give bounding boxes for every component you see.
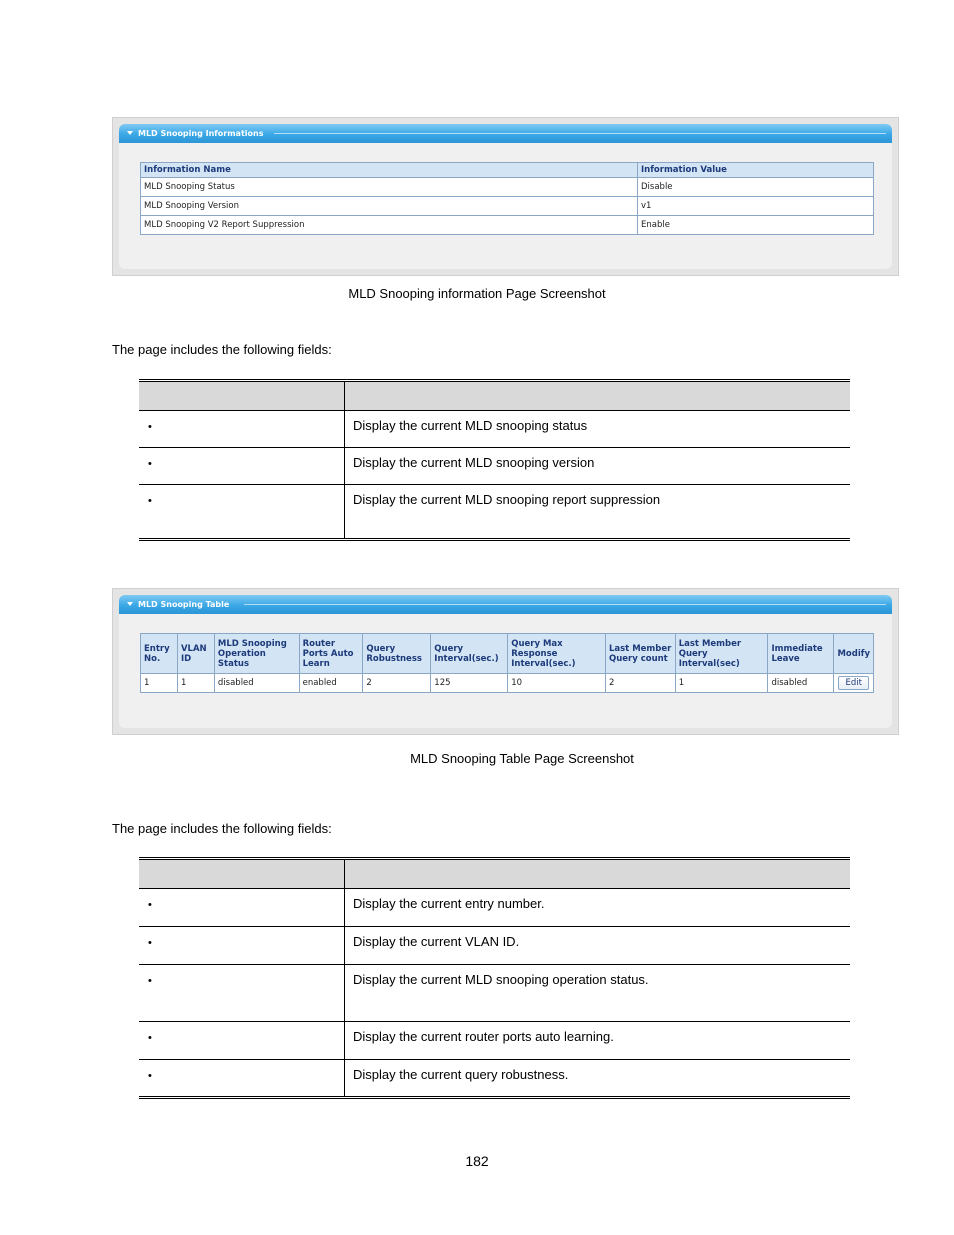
col-last-member-query-interval: Last Member Query Interval(sec) (675, 634, 768, 674)
table-row (141, 178, 874, 197)
operation-status-cell: disabled (214, 674, 299, 693)
fields-table-header (139, 859, 850, 889)
info-name-cell: MLD Snooping Status (141, 178, 638, 197)
table-row (139, 448, 850, 485)
mld-table-panel (119, 595, 892, 728)
mld-table-panel-header[interactable] (119, 595, 892, 614)
table-row (141, 216, 874, 235)
info-name-cell: MLD Snooping V2 Report Suppression (141, 216, 638, 235)
header-object (139, 381, 345, 411)
query-interval-cell: 125 (431, 674, 508, 693)
mld-info-table (140, 162, 874, 235)
bullet-icon: • (148, 458, 152, 470)
bullet-icon: • (148, 495, 152, 507)
table-row (139, 485, 850, 540)
vlan-id-cell: 1 (177, 674, 214, 693)
col-router-ports-auto-learn: Router Ports Auto Learn (299, 634, 363, 674)
table-row (141, 197, 874, 216)
table-row (139, 889, 850, 927)
col-immediate-leave: Immediate Leave (768, 634, 834, 674)
table-row (139, 1060, 850, 1098)
figure-caption-1: MLD Snooping information Page Screenshot (348, 286, 606, 301)
mld-table-screenshot (112, 588, 899, 735)
field-description-cell: Display the current MLD snooping status (345, 411, 851, 448)
field-object-cell (139, 965, 345, 1022)
col-operation-status: MLD Snooping Operation Status (214, 634, 299, 674)
table-row (139, 965, 850, 1022)
table-header-row (141, 163, 874, 178)
col-query-interval: Query Interval(sec.) (431, 634, 508, 674)
header-description (345, 381, 851, 411)
mld-snooping-table (140, 633, 874, 693)
field-object-cell (139, 411, 345, 448)
field-description-cell: Display the current MLD snooping report suppression (353, 492, 661, 507)
mld-info-panel-header[interactable] (119, 124, 892, 143)
mld-info-panel-title: MLD Snooping Informations (138, 129, 264, 138)
edit-button[interactable]: Edit (838, 676, 868, 690)
header-rule (274, 133, 886, 134)
header-object (139, 859, 345, 889)
figure-caption-2: MLD Snooping Table Page Screenshot (410, 751, 634, 766)
table-row (141, 674, 874, 693)
col-information-name: Information Name (141, 163, 638, 178)
col-entry-no: Entry No. (141, 634, 178, 674)
bullet-icon: • (148, 1070, 152, 1082)
col-query-max-response-interval: Query Max Response Interval(sec.) (508, 634, 606, 674)
info-name-cell: MLD Snooping Version (141, 197, 638, 216)
col-last-member-query-count: Last Member Query count (605, 634, 675, 674)
info-value-cell: Enable (638, 216, 874, 235)
query-robustness-cell: 2 (363, 674, 431, 693)
field-description-cell: Display the current MLD snooping operation status. (345, 965, 851, 1022)
info-value-cell: v1 (638, 197, 874, 216)
bullet-icon: • (148, 937, 152, 949)
col-information-value: Information Value (638, 163, 874, 178)
table-row (139, 927, 850, 965)
field-description-cell: Display the current VLAN ID. (345, 927, 851, 965)
fields-intro-2: The page includes the following fields: (112, 821, 332, 836)
col-query-robustness: Query Robustness (363, 634, 431, 674)
fields-table-header (139, 381, 850, 411)
fields-table-1 (139, 379, 850, 541)
col-modify: Modify (834, 634, 874, 674)
header-rule (244, 604, 886, 605)
bullet-icon: • (148, 421, 152, 433)
field-object-cell (139, 927, 345, 965)
field-description-cell: Display the current entry number. (345, 889, 851, 927)
field-object-cell (139, 1060, 345, 1098)
bullet-icon: • (148, 975, 152, 987)
info-value-cell: Disable (638, 178, 874, 197)
field-description-cell: Display the current router ports auto learning. (345, 1022, 851, 1060)
collapse-arrow-icon[interactable] (127, 131, 133, 135)
header-description (345, 859, 851, 889)
field-description-cell: Display the current MLD snooping version (345, 448, 851, 485)
field-object-cell (139, 485, 345, 540)
bullet-icon: • (148, 1032, 152, 1044)
table-header-row (141, 634, 874, 674)
field-object-cell (139, 889, 345, 927)
mld-table-panel-title: MLD Snooping Table (138, 600, 230, 609)
fields-intro-1: The page includes the following fields: (112, 342, 332, 357)
field-object-cell (139, 1022, 345, 1060)
mld-info-panel (119, 124, 892, 269)
last-member-query-count-cell: 2 (605, 674, 675, 693)
last-member-query-interval-cell: 1 (675, 674, 768, 693)
query-max-response-cell: 10 (508, 674, 606, 693)
collapse-arrow-icon[interactable] (127, 602, 133, 606)
page-number: 182 (465, 1153, 489, 1169)
col-vlan-id: VLAN ID (177, 634, 214, 674)
fields-table-2 (139, 857, 850, 1099)
router-ports-auto-learn-cell: enabled (299, 674, 363, 693)
immediate-leave-cell: disabled (768, 674, 834, 693)
field-description-cell: Display the current query robustness. (353, 1067, 569, 1082)
table-row (139, 411, 850, 448)
table-row (139, 1022, 850, 1060)
field-object-cell (139, 448, 345, 485)
entry-no-cell: 1 (141, 674, 178, 693)
mld-info-screenshot (112, 117, 899, 276)
modify-cell (834, 674, 874, 693)
bullet-icon: • (148, 899, 152, 911)
